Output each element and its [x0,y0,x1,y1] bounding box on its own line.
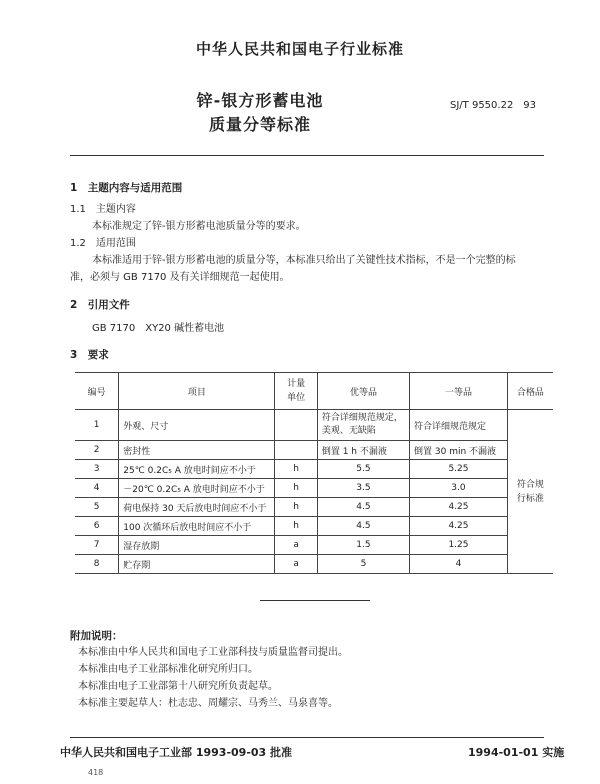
cell-item: 密封性 [119,441,275,460]
cell-unit [275,410,317,441]
section-1-heading: 1 主题内容与适用范围 [70,182,183,194]
cell-item: －20℃ 0.2C₅ A 放电时间应不小于 [119,479,275,498]
cell-pass [507,410,553,574]
table-header-row [75,373,553,410]
header-first: 一等品 [410,373,508,410]
cell-excellent: 5.5 [317,460,409,479]
standard-code: SJ/T 9550.22 93 [450,100,537,111]
cell-first: 4.25 [410,517,508,536]
notes-line: 本标准主要起草人：杜志忠、周耀宗、马秀兰、马泉喜等。 [78,698,338,709]
pass-text-line1: 符合规 [516,479,544,490]
cell-item: 100 次循环后放电时间应不小于 [119,517,275,536]
cell-no: 7 [75,536,119,555]
header-pass: 合格品 [507,373,553,410]
cell-first: 5.25 [410,460,508,479]
cell-no: 3 [75,460,119,479]
cell-excellent: 符合详细规范规定，美观、无缺陷 [317,410,409,441]
cell-item: 贮存期 [119,555,275,574]
section-1-2-body-line2: 准，必须与 GB 7170 及有关详细规范一起使用。 [70,272,290,283]
cell-excellent: 5 [317,555,409,574]
cell-first: 4.25 [410,498,508,517]
cell-first: 4 [410,555,508,574]
section-1-2-body-line1: 本标准适用于锌-银方形蓄电池的质量分等，本标准只给出了关键性技术指标，不是一个完整的标 [92,255,516,266]
header-excellent: 优等品 [317,373,409,410]
cell-item: 25℃ 0.2C₅ A 放电时间应不小于 [119,460,275,479]
cell-no: 2 [75,441,119,460]
cell-item: 外观、尺寸 [119,410,275,441]
cell-unit: h [275,479,317,498]
notes-heading: 附加说明： [70,630,123,642]
document-title: 锌-银方形蓄电池 [196,91,324,110]
section-2-heading: 2 引用文件 [70,299,130,311]
cell-no: 5 [75,498,119,517]
effective-date: 1994-01-01 实施 [468,746,565,759]
cell-excellent: 1.5 [317,536,409,555]
header-unit-line2: 单位 [287,393,306,403]
cell-no: 4 [75,479,119,498]
document-subtitle: 质量分等标准 [208,115,311,134]
cell-no: 8 [75,555,119,574]
cell-unit [275,441,317,460]
table-row [75,498,553,517]
notes-line: 本标准由电子工业部第十八研究所负责起草。 [78,681,278,692]
cell-unit: a [275,536,317,555]
cell-unit: h [275,460,317,479]
notes-line: 本标准由中华人民共和国电子工业部科技与质量监督司提出。 [78,647,348,658]
table-row [75,479,553,498]
header-unit [275,373,317,410]
cell-unit: h [275,517,317,536]
table-row [75,410,553,441]
cell-unit: h [275,498,317,517]
cell-excellent: 4.5 [317,498,409,517]
header-item: 项目 [119,373,275,410]
table-row [75,441,553,460]
cell-first: 1.25 [410,536,508,555]
pass-text-line2: 行标准 [516,493,544,504]
cell-no: 1 [75,410,119,441]
issuing-authority: 中华人民共和国电子行业标准 [195,40,404,58]
section-1-1-body: 本标准规定了锌-银方形蓄电池质量分等的要求。 [92,221,306,232]
cell-excellent: 倒置 1 h 不漏液 [317,441,409,460]
cell-item: 湿存放期 [119,536,275,555]
cell-no: 6 [75,517,119,536]
cell-excellent: 4.5 [317,517,409,536]
cell-item: 荷电保持 30 天后放电时间应不小于 [119,498,275,517]
cell-first: 3.0 [410,479,508,498]
requirements-table [75,372,553,574]
section-2-body: GB 7170 XY20 碱性蓄电池 [92,323,225,334]
table-row [75,517,553,536]
header-no: 编号 [75,373,119,410]
section-3-heading: 3 要求 [70,349,109,361]
header-unit-line1: 计量 [287,379,306,389]
footer-divider [70,737,544,738]
cell-unit: a [275,555,317,574]
approval-date: 中华人民共和国电子工业部 1993-09-03 批准 [60,746,293,759]
table-row [75,536,553,555]
cell-first: 倒置 30 min 不漏液 [410,441,508,460]
end-of-text-rule [260,600,370,601]
section-1-2-heading: 1.2 适用范围 [70,238,136,249]
cell-first: 符合详细规范规定 [410,410,508,441]
table-row [75,460,553,479]
cell-excellent: 3.5 [317,479,409,498]
page-number: 418 [88,768,104,777]
header-divider [70,155,544,156]
section-1-1-heading: 1.1 主题内容 [70,204,136,215]
table-row [75,555,553,574]
notes-line: 本标准由电子工业部标准化研究所归口。 [78,664,258,675]
